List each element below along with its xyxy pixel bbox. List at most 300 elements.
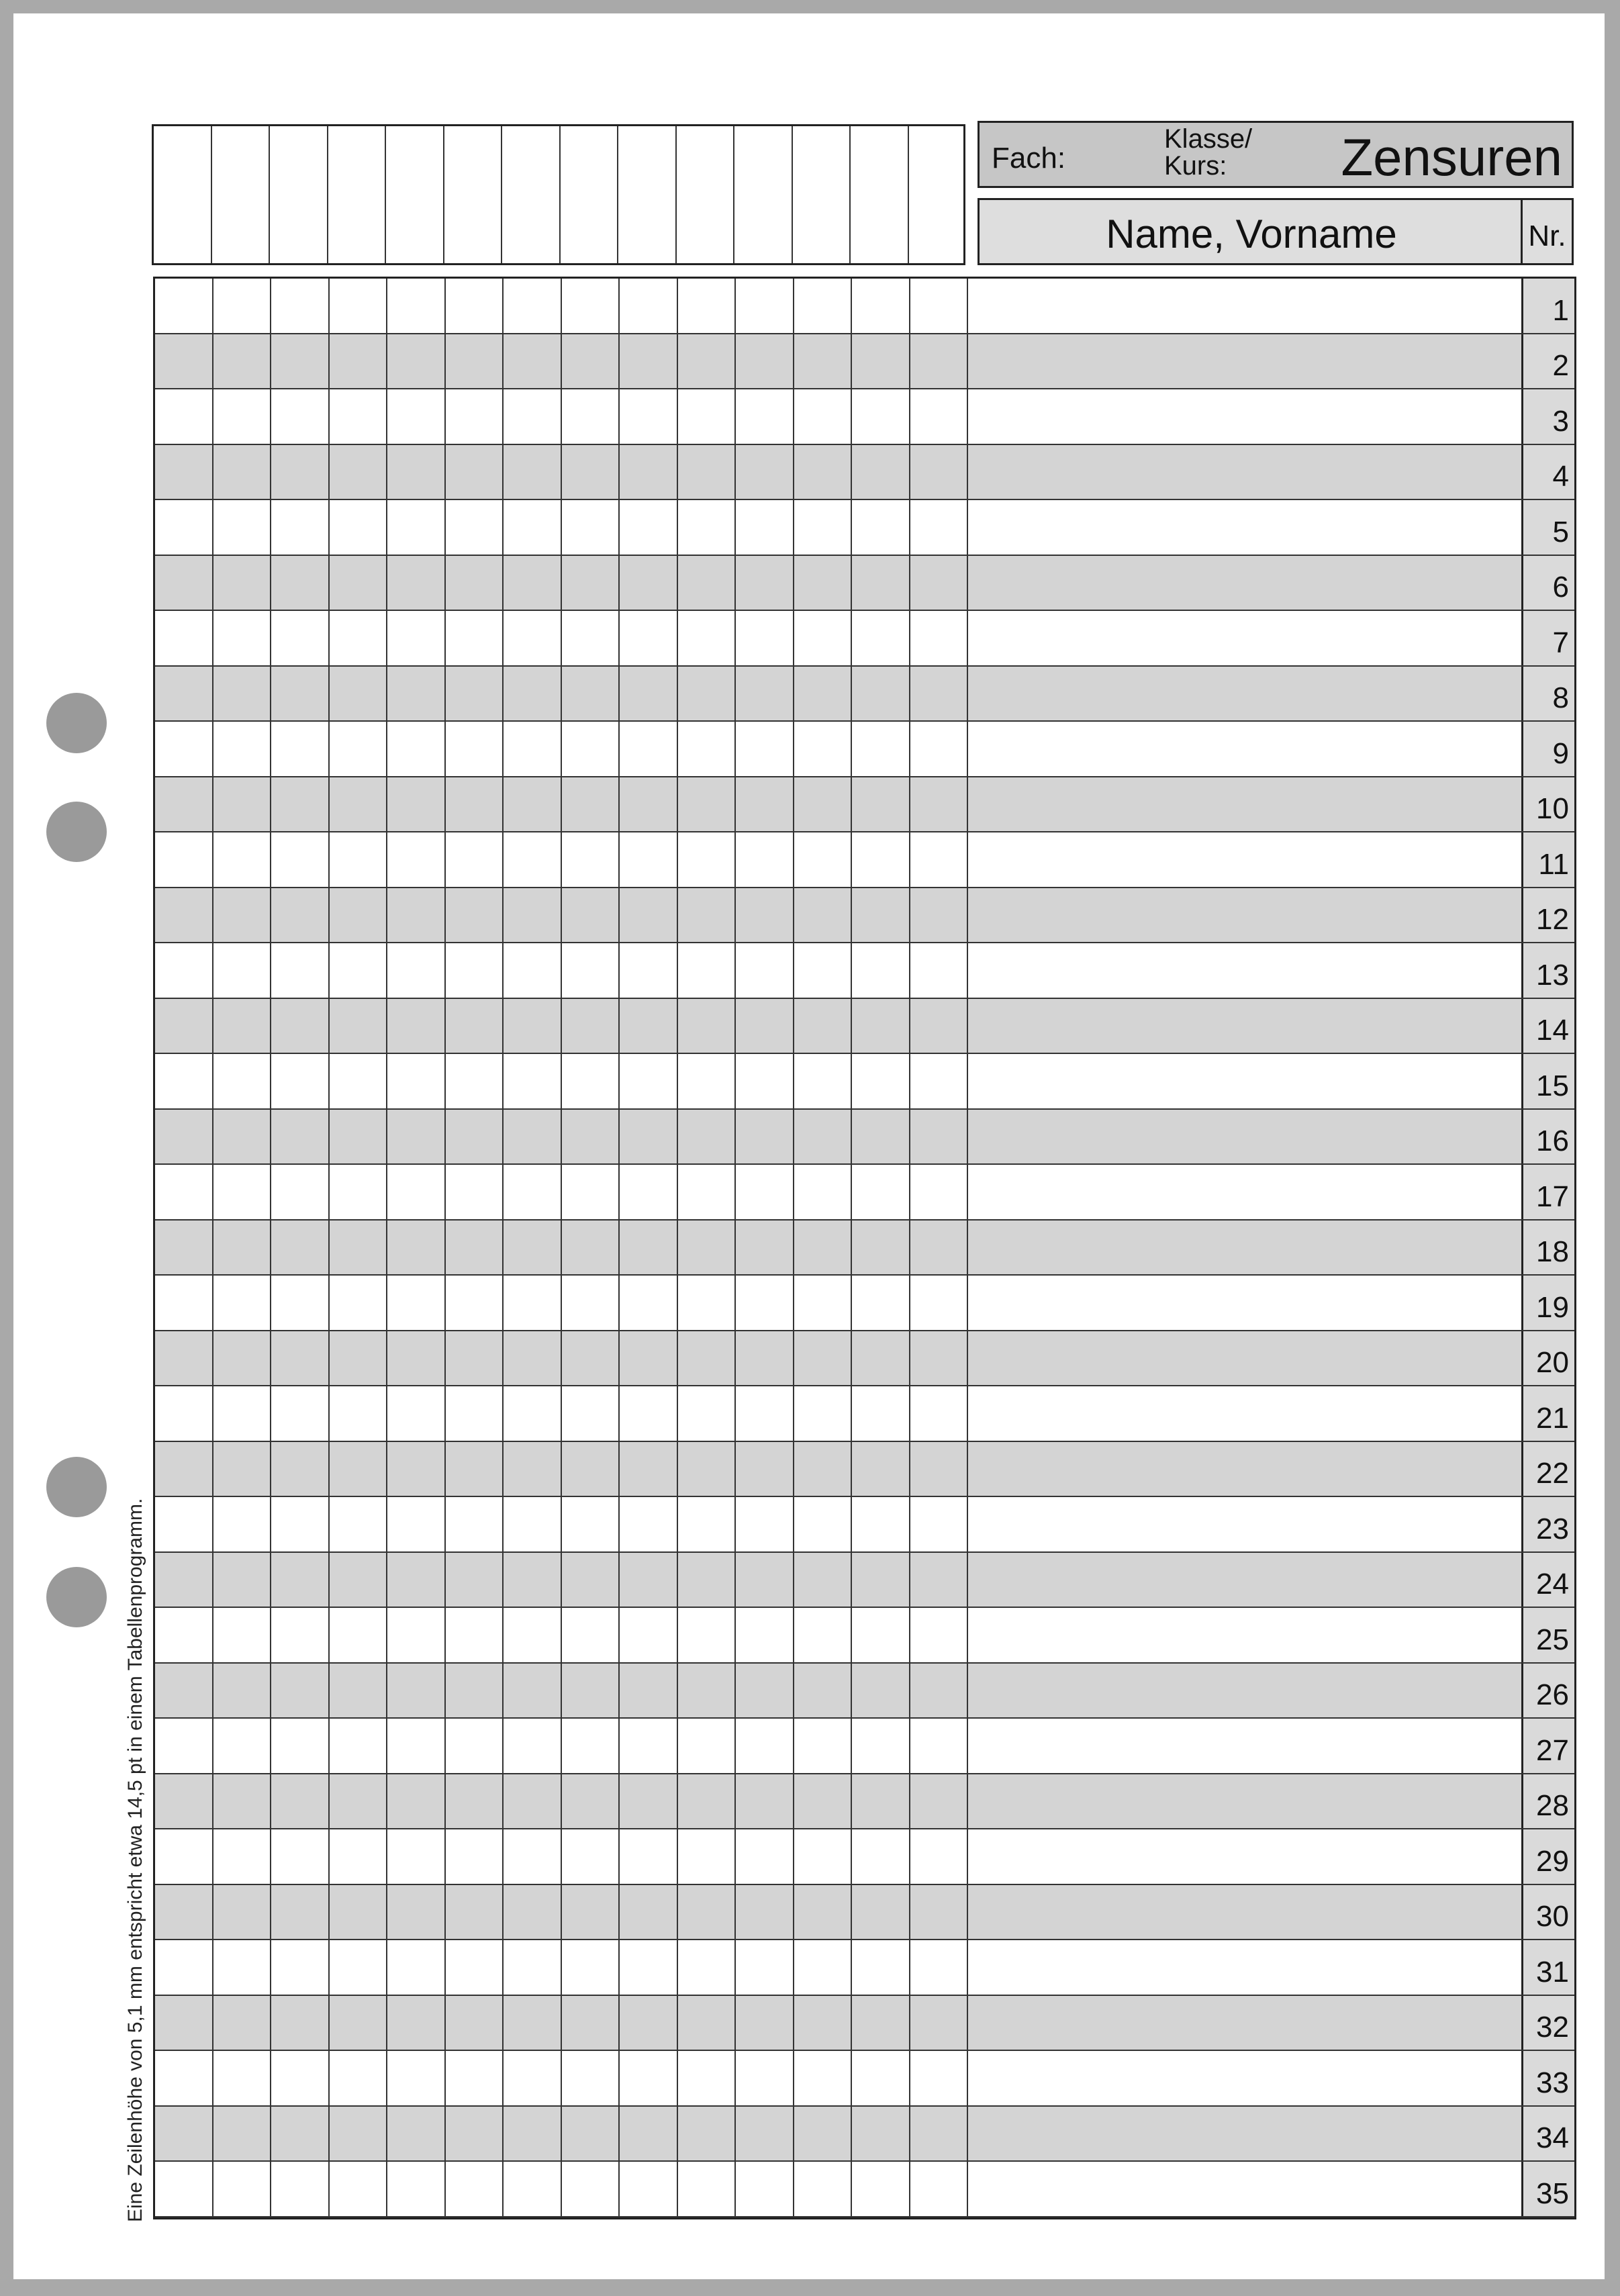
grade-cell xyxy=(736,556,794,610)
grade-cell xyxy=(213,1221,272,1275)
table-row xyxy=(155,445,1574,501)
grade-cell xyxy=(736,1996,794,2050)
grade-cell xyxy=(852,389,910,444)
grade-cell xyxy=(387,1054,446,1108)
grade-cell xyxy=(910,777,969,832)
name-cell xyxy=(968,1497,1523,1551)
grade-cell xyxy=(736,2051,794,2105)
grade-cell xyxy=(852,722,910,776)
grade-cell xyxy=(387,1885,446,1940)
name-cell xyxy=(968,999,1523,1053)
header-grade-cell xyxy=(444,126,503,263)
name-cell xyxy=(968,888,1523,943)
grade-cell xyxy=(271,611,330,665)
grade-cell xyxy=(736,2162,794,2216)
grade-cell xyxy=(910,1442,969,1496)
header-grade-cell xyxy=(677,126,735,263)
grade-cell xyxy=(213,389,272,444)
grade-cell xyxy=(330,611,388,665)
row-number: 24 xyxy=(1523,1553,1574,1607)
grade-cell xyxy=(562,1497,620,1551)
grade-cell xyxy=(562,500,620,555)
grade-cell xyxy=(504,279,562,333)
grade-cell xyxy=(155,279,213,333)
grade-cell xyxy=(794,999,853,1053)
grade-cell xyxy=(155,1885,213,1940)
grade-cell xyxy=(504,389,562,444)
grade-cell xyxy=(620,1442,678,1496)
grade-cell xyxy=(678,1386,736,1441)
name-cell xyxy=(968,1885,1523,1940)
table-row xyxy=(155,1165,1574,1221)
table-row xyxy=(155,1386,1574,1442)
grade-cell xyxy=(910,1110,969,1164)
grade-cell xyxy=(620,1553,678,1607)
grade-cell xyxy=(562,279,620,333)
table-row xyxy=(155,1719,1574,1774)
grade-cell xyxy=(330,334,388,389)
grade-cell xyxy=(271,279,330,333)
grade-cell xyxy=(620,1331,678,1386)
name-cell xyxy=(968,1165,1523,1219)
grade-cell xyxy=(446,1829,504,1884)
grade-cell xyxy=(620,556,678,610)
table-row xyxy=(155,943,1574,999)
grade-cell xyxy=(446,334,504,389)
grade-cell xyxy=(736,500,794,555)
punch-hole-1 xyxy=(46,693,107,753)
grade-cell xyxy=(852,334,910,389)
grade-cell xyxy=(504,500,562,555)
row-number: 2 xyxy=(1523,334,1574,389)
grade-cell xyxy=(504,777,562,832)
grade-cell xyxy=(271,556,330,610)
grade-cell xyxy=(271,445,330,499)
header-grade-cell xyxy=(851,126,909,263)
grade-cell xyxy=(330,445,388,499)
grade-cell xyxy=(271,667,330,721)
grade-cell xyxy=(910,667,969,721)
grade-cell xyxy=(446,1386,504,1441)
grade-cell xyxy=(910,2051,969,2105)
grade-cell xyxy=(620,2107,678,2161)
grade-cell xyxy=(852,1608,910,1662)
grade-cell xyxy=(852,1331,910,1386)
grade-cell xyxy=(330,1054,388,1108)
grade-cell xyxy=(852,2162,910,2216)
number-column-label: Nr. xyxy=(1521,200,1572,263)
table-row xyxy=(155,1276,1574,1331)
grade-cell xyxy=(620,1054,678,1108)
grade-cell xyxy=(271,389,330,444)
grade-cell xyxy=(330,1110,388,1164)
grade-cell xyxy=(620,279,678,333)
grade-cell xyxy=(794,279,853,333)
grade-cell xyxy=(852,556,910,610)
grade-cell xyxy=(910,1165,969,1219)
grade-cell xyxy=(678,2051,736,2105)
grade-cell xyxy=(910,832,969,887)
grade-cell xyxy=(213,1608,272,1662)
grade-cell xyxy=(562,1110,620,1164)
grade-cell xyxy=(794,2162,853,2216)
grade-cell xyxy=(504,1165,562,1219)
grade-cell xyxy=(446,611,504,665)
grade-cell xyxy=(271,999,330,1053)
name-cell xyxy=(968,722,1523,776)
grade-cell xyxy=(446,1553,504,1607)
grade-cell xyxy=(446,1276,504,1330)
grade-cell xyxy=(213,1110,272,1164)
table-row xyxy=(155,832,1574,888)
grade-cell xyxy=(213,999,272,1053)
table-row xyxy=(155,1054,1574,1110)
grade-cell xyxy=(387,445,446,499)
grade-cell xyxy=(155,1331,213,1386)
grade-cell xyxy=(446,1719,504,1773)
grade-cell xyxy=(620,389,678,444)
grade-cell xyxy=(562,1885,620,1940)
grade-cell xyxy=(271,1165,330,1219)
name-cell xyxy=(968,832,1523,887)
table-row xyxy=(155,1442,1574,1498)
grade-cell xyxy=(155,667,213,721)
grade-cell xyxy=(678,1553,736,1607)
name-cell xyxy=(968,1276,1523,1330)
table-row xyxy=(155,389,1574,445)
row-number: 20 xyxy=(1523,1331,1574,1386)
row-height-note: Eine Zeilenhöhe von 5,1 mm entspricht etwa 14,5 pt in einem Tabellenprogramm. xyxy=(124,1498,146,2222)
grade-cell xyxy=(678,1940,736,1995)
header-grade-cell xyxy=(909,126,964,263)
grade-cell xyxy=(562,888,620,943)
grade-cell xyxy=(910,722,969,776)
grade-cell xyxy=(736,611,794,665)
grade-cell xyxy=(330,556,388,610)
name-cell xyxy=(968,2051,1523,2105)
grade-cell xyxy=(446,1442,504,1496)
grade-cell xyxy=(736,1829,794,1884)
grade-cell xyxy=(504,611,562,665)
grade-cell xyxy=(620,1221,678,1275)
table-row xyxy=(155,556,1574,612)
grade-cell xyxy=(678,445,736,499)
name-cell xyxy=(968,1996,1523,2050)
grade-cell xyxy=(736,1719,794,1773)
grade-cell xyxy=(678,1829,736,1884)
grade-cell xyxy=(446,1054,504,1108)
grade-cell xyxy=(330,888,388,943)
grade-cell xyxy=(446,832,504,887)
grade-cell xyxy=(330,1996,388,2050)
grade-cell xyxy=(678,334,736,389)
grade-cell xyxy=(446,1165,504,1219)
grade-cell xyxy=(620,1386,678,1441)
grade-cell xyxy=(387,2107,446,2161)
grade-cell xyxy=(910,2162,969,2216)
grade-cell xyxy=(620,445,678,499)
grade-cell xyxy=(330,1664,388,1718)
grade-cell xyxy=(330,1442,388,1496)
grade-cell xyxy=(852,1276,910,1330)
row-number: 28 xyxy=(1523,1774,1574,1829)
grade-cell xyxy=(155,1553,213,1607)
grade-cell xyxy=(387,1829,446,1884)
row-number: 21 xyxy=(1523,1386,1574,1441)
grade-cell xyxy=(910,999,969,1053)
grade-cell xyxy=(271,1386,330,1441)
grade-cell xyxy=(271,1940,330,1995)
grade-cell xyxy=(910,500,969,555)
name-cell xyxy=(968,1608,1523,1662)
grade-cell xyxy=(736,999,794,1053)
grade-cell xyxy=(852,2051,910,2105)
grade-cell xyxy=(794,1664,853,1718)
grade-cell xyxy=(910,389,969,444)
grade-cell xyxy=(678,2162,736,2216)
grade-cell xyxy=(446,1331,504,1386)
grade-cell xyxy=(387,611,446,665)
grade-cell xyxy=(330,1221,388,1275)
grade-cell xyxy=(330,667,388,721)
table-row xyxy=(155,888,1574,944)
grade-cell xyxy=(678,1165,736,1219)
row-number: 33 xyxy=(1523,2051,1574,2105)
grade-cell xyxy=(213,1276,272,1330)
grade-cell xyxy=(504,1774,562,1829)
grade-cell xyxy=(213,1719,272,1773)
grade-cell xyxy=(213,1829,272,1884)
grade-cell xyxy=(852,2107,910,2161)
grade-cell xyxy=(155,888,213,943)
grade-cell xyxy=(620,1165,678,1219)
row-number: 30 xyxy=(1523,1885,1574,1940)
grade-cell xyxy=(446,1497,504,1551)
grade-cell xyxy=(271,1885,330,1940)
grade-cell xyxy=(213,722,272,776)
grade-cell xyxy=(155,1276,213,1330)
grade-cell xyxy=(562,1276,620,1330)
grade-cell xyxy=(678,500,736,555)
grade-cell xyxy=(678,1110,736,1164)
grade-cell xyxy=(213,832,272,887)
grade-cell xyxy=(271,888,330,943)
grade-cell xyxy=(910,445,969,499)
grade-cell xyxy=(271,1497,330,1551)
grade-cell xyxy=(794,1553,853,1607)
name-cell xyxy=(968,667,1523,721)
grade-cell xyxy=(213,611,272,665)
class-course-label: Klasse/ Kurs: xyxy=(1164,124,1253,181)
grade-cell xyxy=(910,1276,969,1330)
grade-cell xyxy=(852,445,910,499)
grade-cell xyxy=(504,334,562,389)
grade-cell xyxy=(504,1996,562,2050)
grade-cell xyxy=(213,500,272,555)
grade-cell xyxy=(387,943,446,998)
header-grade-cell xyxy=(212,126,271,263)
grade-cell xyxy=(504,1719,562,1773)
punch-hole-3 xyxy=(46,1457,107,1517)
grade-cell xyxy=(678,1664,736,1718)
grade-cell xyxy=(794,1829,853,1884)
grade-cell xyxy=(213,1386,272,1441)
grade-cell xyxy=(330,1276,388,1330)
grade-cell xyxy=(736,943,794,998)
grade-cell xyxy=(446,999,504,1053)
grade-cell xyxy=(155,1829,213,1884)
grade-cell xyxy=(736,1553,794,1607)
grade-cell xyxy=(562,1553,620,1607)
grade-cell xyxy=(562,943,620,998)
grade-cell xyxy=(852,1165,910,1219)
grade-cell xyxy=(446,556,504,610)
grade-cell xyxy=(678,279,736,333)
row-number: 34 xyxy=(1523,2107,1574,2161)
table-row xyxy=(155,1996,1574,2052)
header-grade-cell xyxy=(270,126,328,263)
grade-cell xyxy=(330,1331,388,1386)
grade-cell xyxy=(504,667,562,721)
grade-cell xyxy=(330,943,388,998)
table-row xyxy=(155,1110,1574,1165)
grade-cell xyxy=(330,1386,388,1441)
grade-cell xyxy=(271,1829,330,1884)
header-grade-columns xyxy=(152,124,965,265)
grade-cell xyxy=(562,1996,620,2050)
grade-cell xyxy=(736,1664,794,1718)
grade-cell xyxy=(910,1719,969,1773)
grade-cell xyxy=(678,1608,736,1662)
grade-cell xyxy=(213,1774,272,1829)
grade-cell xyxy=(213,1664,272,1718)
grade-cell xyxy=(794,1110,853,1164)
row-number: 12 xyxy=(1523,888,1574,943)
grade-cell xyxy=(910,1608,969,1662)
grade-cell xyxy=(910,1497,969,1551)
grade-cell xyxy=(387,1221,446,1275)
grade-cell xyxy=(213,1996,272,2050)
grade-cell xyxy=(271,1553,330,1607)
grade-cell xyxy=(736,777,794,832)
grade-cell xyxy=(736,1054,794,1108)
grade-cell xyxy=(620,500,678,555)
grade-cell xyxy=(271,2107,330,2161)
grade-cell xyxy=(736,1221,794,1275)
grade-cell xyxy=(562,1774,620,1829)
grade-cell xyxy=(271,1664,330,1718)
grade-cell xyxy=(794,1885,853,1940)
grade-cell xyxy=(620,1774,678,1829)
grade-cell xyxy=(562,2051,620,2105)
grade-cell xyxy=(387,1774,446,1829)
grade-cell xyxy=(330,1608,388,1662)
grade-cell xyxy=(794,1331,853,1386)
grade-cell xyxy=(620,1719,678,1773)
grade-cell xyxy=(330,500,388,555)
grade-cell xyxy=(446,1110,504,1164)
table-row xyxy=(155,1774,1574,1830)
header-grade-cell xyxy=(793,126,851,263)
grade-cell xyxy=(852,999,910,1053)
grade-cell xyxy=(620,1608,678,1662)
row-number: 22 xyxy=(1523,1442,1574,1496)
grade-cell xyxy=(446,888,504,943)
grade-cell xyxy=(446,1885,504,1940)
table-row xyxy=(155,1608,1574,1664)
name-cell xyxy=(968,334,1523,389)
grade-cell xyxy=(620,334,678,389)
grade-cell xyxy=(736,1774,794,1829)
grade-cell xyxy=(794,389,853,444)
grade-cell xyxy=(910,1553,969,1607)
grade-cell xyxy=(794,1940,853,1995)
grade-cell xyxy=(794,1221,853,1275)
grade-cell xyxy=(794,1719,853,1773)
row-number: 7 xyxy=(1523,611,1574,665)
grade-cell xyxy=(852,667,910,721)
grade-cell xyxy=(387,334,446,389)
grade-cell xyxy=(910,1940,969,1995)
grade-cell xyxy=(387,1996,446,2050)
grade-cell xyxy=(910,1331,969,1386)
grade-cell xyxy=(330,722,388,776)
grade-cell xyxy=(620,2051,678,2105)
name-cell xyxy=(968,1331,1523,1386)
grade-cell xyxy=(155,2107,213,2161)
grade-cell xyxy=(504,2107,562,2161)
grade-cell xyxy=(678,722,736,776)
grade-cell xyxy=(620,1885,678,1940)
grade-cell xyxy=(562,1165,620,1219)
grade-cell xyxy=(620,1940,678,1995)
row-number: 4 xyxy=(1523,445,1574,499)
grade-cell xyxy=(678,1276,736,1330)
grade-cell xyxy=(794,832,853,887)
grade-cell xyxy=(155,611,213,665)
grade-cell xyxy=(387,1165,446,1219)
table-row xyxy=(155,667,1574,722)
grade-cell xyxy=(620,1110,678,1164)
grade-cell xyxy=(387,1331,446,1386)
grade-cell xyxy=(562,2107,620,2161)
grade-cell xyxy=(736,722,794,776)
grade-cell xyxy=(794,1054,853,1108)
grade-cell xyxy=(504,999,562,1053)
grade-cell xyxy=(387,999,446,1053)
grade-cell xyxy=(562,1442,620,1496)
grade-cell xyxy=(562,1664,620,1718)
grade-cell xyxy=(678,777,736,832)
table-row xyxy=(155,2107,1574,2162)
grade-cell xyxy=(678,1719,736,1773)
table-row xyxy=(155,279,1574,334)
grade-cell xyxy=(155,1386,213,1441)
grade-cell xyxy=(446,1221,504,1275)
grade-cell xyxy=(678,1497,736,1551)
grade-cell xyxy=(330,279,388,333)
grade-cell xyxy=(736,445,794,499)
grade-cell xyxy=(910,611,969,665)
grade-cell xyxy=(852,1386,910,1441)
grade-cell xyxy=(910,2107,969,2161)
grade-cell xyxy=(387,1553,446,1607)
grade-cell xyxy=(678,1996,736,2050)
grade-cell xyxy=(446,1940,504,1995)
grade-cell xyxy=(446,1996,504,2050)
grade-cell xyxy=(678,1774,736,1829)
grade-cell xyxy=(155,1442,213,1496)
